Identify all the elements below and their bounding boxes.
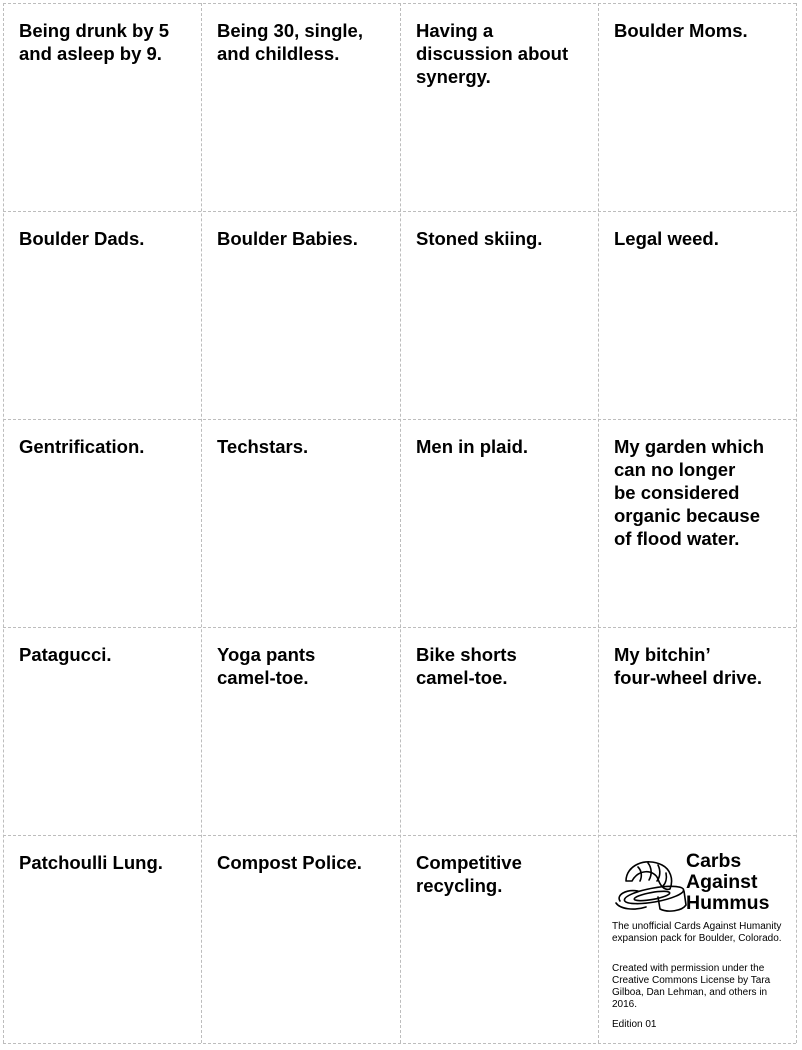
card-text: Boulder Moms. xyxy=(614,20,748,41)
croissant-hummus-icon xyxy=(612,851,688,915)
card xyxy=(400,627,598,835)
card-text: Legal weed. xyxy=(614,228,719,249)
cut-line xyxy=(3,1043,796,1044)
brand-title-line: Against xyxy=(686,871,758,893)
card xyxy=(3,835,201,1043)
card xyxy=(598,627,796,835)
card-text: Competitive recycling. xyxy=(416,852,522,896)
card-text: Bike shorts camel-toe. xyxy=(416,644,517,688)
card xyxy=(3,211,201,419)
card xyxy=(201,835,400,1043)
card xyxy=(201,419,400,627)
brand-title xyxy=(686,851,786,914)
card-text: Men in plaid. xyxy=(416,436,529,457)
card-text: Stoned skiing. xyxy=(416,228,543,249)
brand-title-line: Hummus xyxy=(686,892,770,914)
card-text: Techstars. xyxy=(217,436,309,457)
card-text: My bitchin’ four-wheel drive. xyxy=(614,644,763,688)
brand-credit: Created with permission under the Creative Commons License by Tara Gilboa, Dan Lehman, and others in 2016. xyxy=(612,963,771,1010)
brand-edition: Edition 01 xyxy=(612,1019,657,1030)
card xyxy=(400,211,598,419)
card-text: Being 30, single, and childless. xyxy=(217,20,363,64)
card xyxy=(400,3,598,211)
card-text: My garden which can no longer be considered organic because of flood water. xyxy=(614,436,765,549)
card xyxy=(3,419,201,627)
brand-title-line: Carbs xyxy=(686,850,742,872)
card-sheet xyxy=(3,3,796,1043)
card xyxy=(201,3,400,211)
card xyxy=(598,211,796,419)
brand-description: The unofficial Cards Against Humanity expansion pack for Boulder, Colorado. xyxy=(612,921,782,944)
card-text: Patagucci. xyxy=(19,644,112,665)
card xyxy=(201,211,400,419)
card-text: Compost Police. xyxy=(217,852,362,873)
card-text: Gentrification. xyxy=(19,436,145,457)
card xyxy=(3,3,201,211)
card-text: Being drunk by 5 and asleep by 9. xyxy=(19,20,170,64)
card xyxy=(201,627,400,835)
card-text: Patchoulli Lung. xyxy=(19,852,163,873)
card-text: Yoga pants camel-toe. xyxy=(217,644,316,688)
card-text: Having a discussion about synergy. xyxy=(416,20,569,87)
card-text: Boulder Dads. xyxy=(19,228,145,249)
card xyxy=(598,419,796,627)
card xyxy=(400,419,598,627)
card-text: Boulder Babies. xyxy=(217,228,358,249)
cut-line xyxy=(796,3,797,1043)
card xyxy=(598,3,796,211)
card xyxy=(400,835,598,1043)
card xyxy=(3,627,201,835)
brand-card xyxy=(598,835,796,1043)
